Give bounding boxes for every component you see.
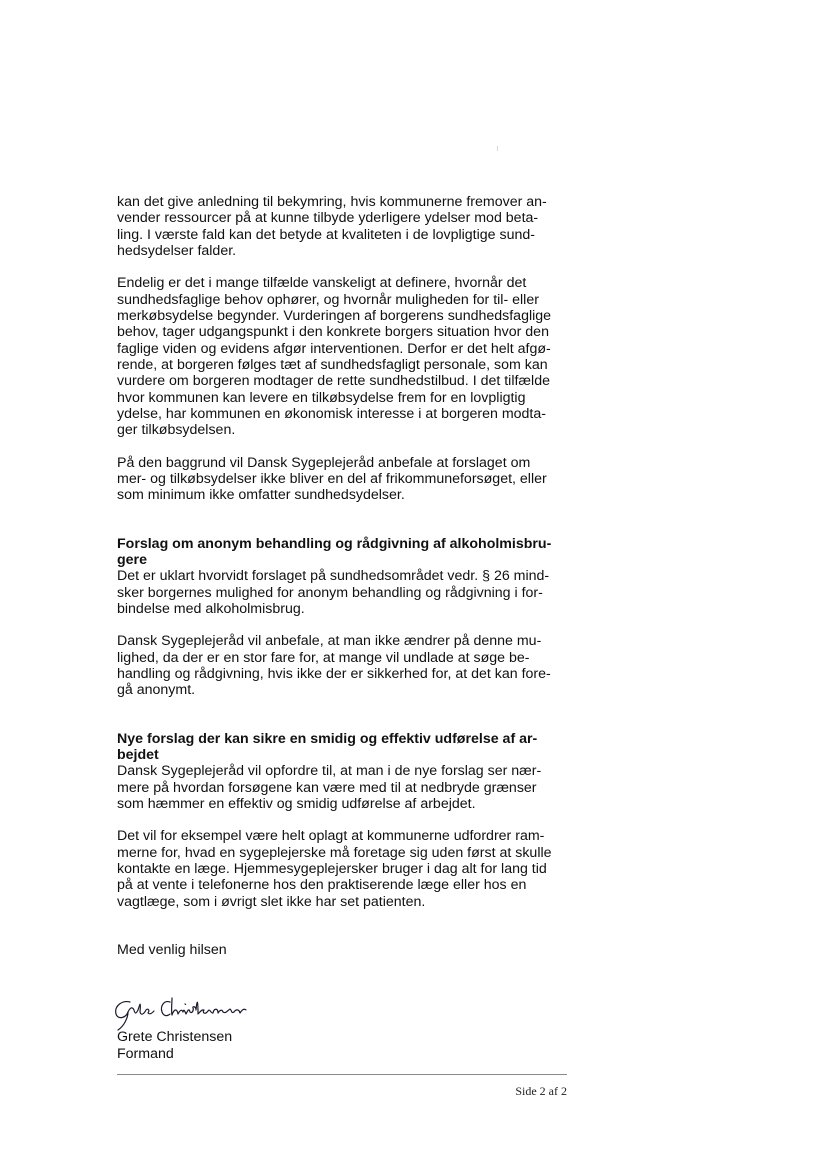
section-heading-new-proposals: Nye forslag der kan sikre en smidig og effektiv udførelse af ar- bejdet — [117, 730, 538, 763]
signer-block — [117, 1029, 232, 1063]
paragraph: kan det give anledning til bekymring, hvis kommunerne fremover an- vender ressourcer på at kunne tilbyde yderligere ydelser mod beta- ling. I værste fald kan det betyde at kvaliteten i de lovpligtige sund- hedsydelser falder. — [117, 194, 547, 259]
page-number: Side 2 af 2 — [515, 1084, 567, 1098]
signer-name: Grete Christensen — [117, 1029, 233, 1045]
section-heading-anonymous-treatment: Forslag om anonym behandling og rådgivning af alkoholmisbru- gere — [117, 535, 552, 568]
paragraph: Det er uklart hvorvidt forslaget på sundhedsområdet vedr. § 26 mind- sker borgernes mulighed for anonym behandling og rådgivning i for- bindelse med alkoholmisbrug. — [117, 568, 550, 617]
paragraph: På den baggrund vil Dansk Sygeplejeråd anbefale at forslaget om mer- og tilkøbsydelser ikke bliver en del af frikommuneforsøget, eller som minimum ikke omfatter sundhedsydelser. — [117, 454, 547, 504]
letter-body — [117, 194, 587, 958]
closing-salutation: Med venlig hilsen — [117, 941, 227, 958]
paragraph: Det vil for eksempel være helt oplagt at kommunerne udfordrer ram- merne for, hvad en sygeplejerske må foretage sig uden først at skulle kontakte en læge. Hjemmesygeplejersker bruger i dag alt for lang tid på at vente i telefonerne hos den praktiserende læge eller hos en vagtlæge, som i øvrigt slet ikke har set patienten. — [117, 828, 552, 910]
signer-title: Formand — [117, 1046, 174, 1062]
footer-divider — [117, 1074, 567, 1075]
paragraph: Dansk Sygeplejeråd vil opfordre til, at man i de nye forslag ser nær- mere på hvordan forsøgene kan være med til at nedbryde grænser som hæmmer en effektiv og smidig udførelse af arbejdet. — [117, 763, 542, 812]
paragraph: Endelig er det i mange tilfælde vanskeligt at definere, hvornår det sundhedsfaglige behov ophører, og hvornår muligheden for til- eller merkøbsydelse begynder. Vurderingen af borgerens sundhedsfaglige behov, tager udgangspunkt i den konkrete borgers situation hvor den faglige viden og evidens afgør interventionen. Derfor er det helt afgø- rende, at borgeren følges tæt af sundhedsfagligt personale, som kan vurdere om borgeren modtager de rette sundhedstilbud. I det tilfælde hvor kommunen kan levere en tilkøbsydelse frem for en lovpligtig ydelse, har kommunen en økonomisk interesse i at borgeren modta- ger tilkøbsydelsen. — [117, 275, 552, 439]
handwritten-signature — [110, 992, 260, 1032]
scan-speck — [497, 146, 498, 151]
paragraph: Dansk Sygeplejeråd vil anbefale, at man ikke ændrer på denne mu- lighed, da der er en stor fare for, at mange vil undlade at søge be- handling og rådgivning, hvis ikke der er sikkerhed for, at det kan fore- gå anonymt. — [117, 633, 551, 699]
